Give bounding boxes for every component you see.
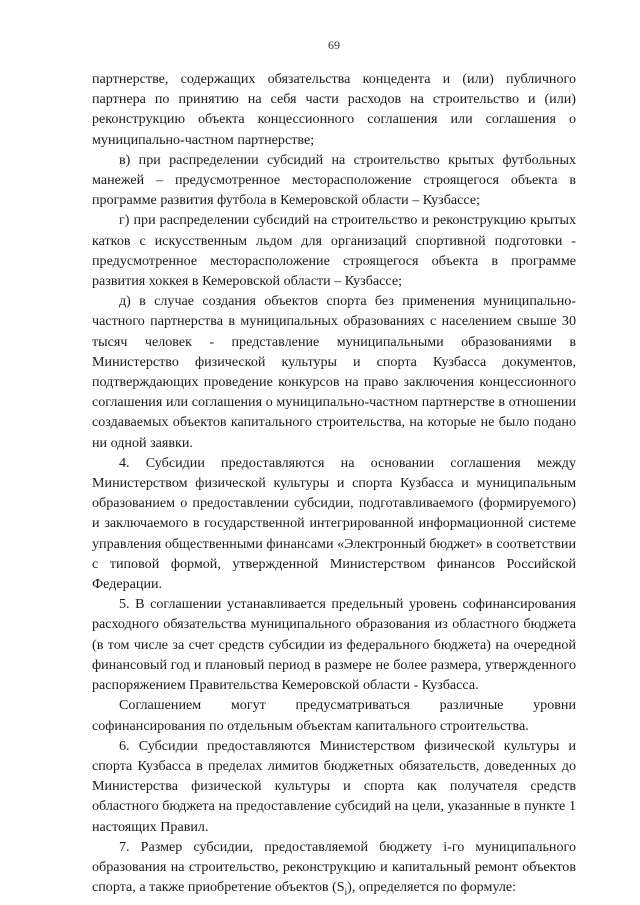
paragraph-7 — [92, 837, 576, 898]
paragraph-4: 4. Субсидии предоставляются на основании соглашения между Министерством физической культуры и спорта Кузбасса и муниципальным образованием о предоставлении субсидии, подготавливаемого (формируемого) и заключаемого в государственной интегрированной информационной системе управления общественными финансами «Электронный бюджет» в соответствии с типовой формой, утвержденной Министерством финансов Российской Федерации. — [92, 454, 576, 593]
paragraph-7-text: 7. Размер субсидии, предоставляемой бюджету i-го муниципального образования на строительство, реконструкцию и капитальный ремонт объектов спорта, а также приобретение объектов (S — [92, 838, 576, 896]
paragraph-item-g: г) при распределении субсидий на строительство и реконструкцию крытых катков с искусственным льдом для организаций спортивной подготовки - предусмотренное месторасположение строящегося объекта в программе развития хоккея в Кемеровской области – Кузбассе; — [92, 212, 576, 290]
paragraph-item-d: д) в случае создания объектов спорта без применения муниципально-частного партнерства в муниципальных образованиях с населением свыше 30 тысяч человек - представление муниципальными образованиями в Министерство физической культуры и спорта Кузбасса документов, подтверждающих проведение конкурсов на право заключения концессионного соглашения или соглашения о муниципально-частном партнерстве в отношении создаваемых объектов капитального строительства, на которые не было подано ни одной заявки. — [92, 293, 576, 451]
subscript-i: i — [344, 886, 348, 897]
paragraph-7-tail: ), определяется по формуле: — [347, 879, 517, 896]
paragraph-continuation: партнерстве, содержащих обязательства концедента и (или) публичного партнера по принятию на себя части расходов на строительство и (или) реконструкцию объекта концессионного соглашения или соглашения о муниципально-частном партнерстве; — [92, 71, 576, 148]
paragraph-item-v: в) при распределении субсидий на строительство крытых футбольных манежей – предусмотренное месторасположение строящегося объекта в программе развития футбола в Кемеровской области – Кузбассе; — [92, 151, 576, 209]
paragraph-6: 6. Субсидии предоставляются Министерством физической культуры и спорта Кузбасса в пределах лимитов бюджетных обязательств, доведенных до Министерства физической культуры и спорта как получателя средств областного бюджета на предоставление субсидий на цели, указанные в пункте 1 настоящих Правил. — [92, 737, 576, 835]
document-body — [92, 69, 576, 897]
page-number: 69 — [328, 38, 340, 52]
paragraph-5-cont: Соглашением могут предусматриваться различные уровни софинансирования по отдельным объектам капитального строительства. — [92, 697, 576, 734]
paragraph-5: 5. В соглашении устанавливается предельный уровень софинансирования расходного обязательства муниципального образования из областного бюджета (в том числе за счет средств субсидии из федерального бюджета) на очередной финансовый год и плановый период в размере не более размера, утвержденного распоряжением Правительства Кемеровской области - Кузбасса. — [92, 596, 576, 694]
